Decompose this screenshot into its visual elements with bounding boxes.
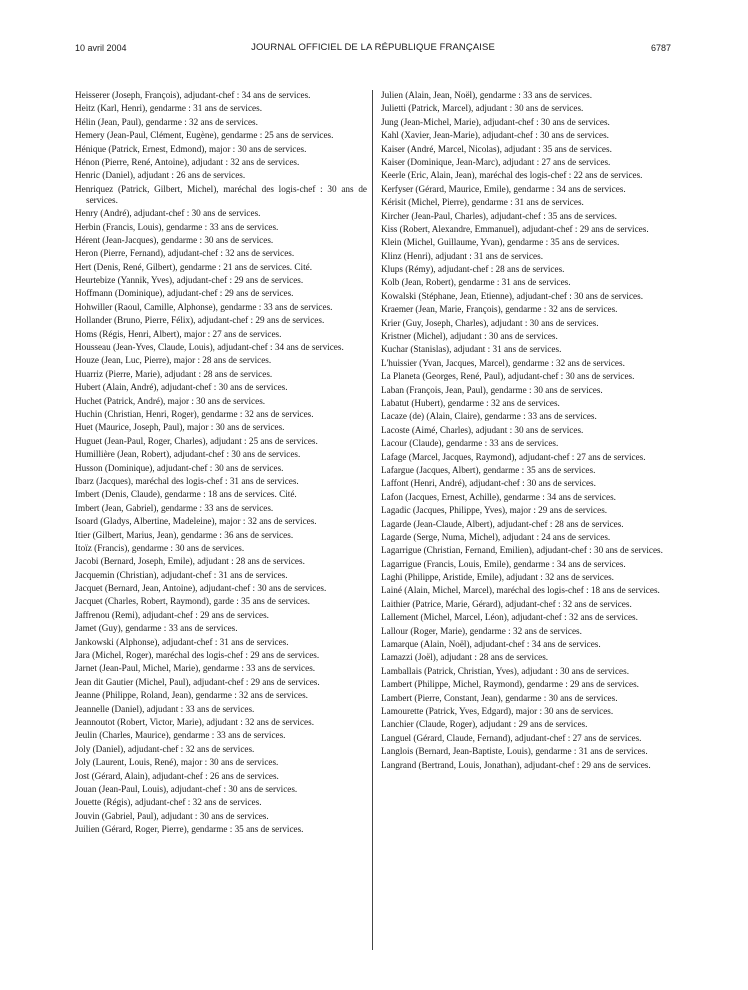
list-item: Ibarz (Jacques), maréchal des logis-chef : 31 ans de services. bbox=[75, 475, 299, 486]
list-item: Heitz (Karl, Henri), gendarme : 31 ans de services. bbox=[75, 103, 262, 114]
list-item: Jarnet (Jean-Paul, Michel, Marie), gendarme : 33 ans de services. bbox=[75, 663, 316, 674]
list-item: Huguet (Jean-Paul, Roger, Charles), adjudant : 25 ans de services. bbox=[75, 435, 318, 446]
list-item: Joly (Laurent, Louis, René), major : 30 ans de services. bbox=[75, 757, 279, 768]
page-number: 6787 bbox=[650, 43, 671, 53]
list-item: Henric (Daniel), adjudant : 26 ans de services. bbox=[75, 170, 246, 181]
list-item: Heron (Pierre, Fernand), adjudant-chef : 32 ans de services. bbox=[75, 248, 295, 259]
list-item: Homs (Régis, Henri, Albert), major : 27 ans de services. bbox=[75, 328, 282, 339]
list-item: Hubert (Alain, André), adjudant-chef : 30 ans de services. bbox=[75, 382, 288, 393]
list-item: Kaiser (Dominique, Jean-Marc), adjudant : 27 ans de services. bbox=[381, 156, 611, 167]
list-item: Huarriz (Pierre, Marie), adjudant : 28 ans de services. bbox=[75, 368, 273, 379]
list-item: Hénique (Patrick, Ernest, Edmond), major : 30 ans de services. bbox=[75, 143, 307, 154]
right-column bbox=[381, 90, 671, 773]
list-item: Lamballais (Patrick, Christian, Yves), adjudant : 30 ans de services. bbox=[381, 665, 630, 676]
list-item: Hert (Denis, René, Gilbert), gendarme : 21 ans de services. Cité. bbox=[75, 261, 313, 272]
list-item: Lamarque (Alain, Noël), adjudant-chef : 34 ans de services. bbox=[381, 639, 601, 650]
list-item: Languel (Gérard, Claude, Fernand), adjudant-chef : 27 ans de services. bbox=[381, 732, 642, 743]
list-item: Klein (Michel, Guillaume, Yvan), gendarme : 35 ans de services. bbox=[381, 237, 620, 248]
list-item: Hénon (Pierre, René, Antoine), adjudant : 32 ans de services. bbox=[75, 156, 300, 167]
list-item: Henriquez (Patrick, Gilbert, Michel), maréchal des logis-chef : 30 ans de services. bbox=[75, 183, 367, 205]
list-item: Jacobi (Bernard, Joseph, Emile), adjudant : 28 ans de services. bbox=[75, 556, 305, 567]
list-item: Kowalski (Stéphane, Jean, Etienne), adjudant-chef : 30 ans de services. bbox=[381, 290, 644, 301]
list-item: Hollander (Bruno, Pierre, Félix), adjudant-chef : 29 ans de services. bbox=[75, 315, 325, 326]
list-item: Isoard (Gladys, Albertine, Madeleine), major : 32 ans de services. bbox=[75, 516, 317, 527]
list-item: Laghi (Philippe, Aristide, Emile), adjudant : 32 ans de services. bbox=[381, 572, 614, 583]
list-item: Lagarde (Jean-Claude, Albert), adjudant-chef : 28 ans de services. bbox=[381, 518, 624, 529]
list-item: Lagarrigue (Francis, Louis, Emile), gendarme : 34 ans de services. bbox=[381, 558, 626, 569]
list-item: Lallement (Michel, Marcel, Léon), adjudant-chef : 32 ans de services. bbox=[381, 612, 638, 623]
list-item: Krier (Guy, Joseph, Charles), adjudant : 30 ans de services. bbox=[381, 317, 599, 328]
list-item: Kraemer (Jean, Marie, François), gendarme : 32 ans de services. bbox=[381, 304, 618, 315]
list-item: Lacour (Claude), gendarme : 33 ans de services. bbox=[381, 438, 559, 449]
list-item: Jacquet (Charles, Robert, Raymond), garde : 35 ans de services. bbox=[75, 596, 310, 607]
list-item: Hemery (Jean-Paul, Clément, Eugène), gendarme : 25 ans de services. bbox=[75, 130, 334, 141]
list-item: Lagarde (Serge, Numa, Michel), adjudant : 24 ans de services. bbox=[381, 531, 611, 542]
list-item: Imbert (Jean, Gabriel), gendarme : 33 ans de services. bbox=[75, 502, 274, 513]
list-item: Lafargue (Jacques, Albert), gendarme : 35 ans de services. bbox=[381, 464, 596, 475]
list-item: Lamazzi (Joël), adjudant : 28 ans de services. bbox=[381, 652, 549, 663]
list-item: Lagarrigue (Christian, Fernand, Emilien), adjudant-chef : 30 ans de services. bbox=[381, 545, 663, 556]
list-item: Laffont (Henri, André), adjudant-chef : 30 ans de services. bbox=[381, 478, 596, 489]
list-item: Lafage (Marcel, Jacques, Raymond), adjudant-chef : 27 ans de services. bbox=[381, 451, 646, 462]
list-item: Hérent (Jean-Jacques), gendarme : 30 ans de services. bbox=[75, 234, 274, 245]
list-item: Kolb (Jean, Robert), gendarme : 31 ans de services. bbox=[381, 277, 571, 288]
list-item: Jouan (Jean-Paul, Louis), adjudant-chef : 30 ans de services. bbox=[75, 783, 298, 794]
list-item: Lacaze (de) (Alain, Claire), gendarme : 33 ans de services. bbox=[381, 411, 597, 422]
list-item: Itoïz (Francis), gendarme : 30 ans de services. bbox=[75, 542, 245, 553]
list-item: La Planeta (Georges, René, Paul), adjudant-chef : 30 ans de services. bbox=[381, 371, 635, 382]
list-item: Jouette (Régis), adjudant-chef : 32 ans de services. bbox=[75, 797, 262, 808]
list-item: Lafon (Jacques, Ernest, Achille), gendarme : 34 ans de services. bbox=[381, 491, 616, 502]
list-item: Humillière (Jean, Robert), adjudant-chef : 30 ans de services. bbox=[75, 449, 301, 460]
list-item: Henry (André), adjudant-chef : 30 ans de services. bbox=[75, 208, 261, 219]
list-item: Jouvin (Gabriel, Paul), adjudant : 30 ans de services. bbox=[75, 810, 269, 821]
list-item: Keerle (Eric, Alain, Jean), maréchal des logis-chef : 22 ans de services. bbox=[381, 170, 643, 181]
list-item: Lanchier (Claude, Roger), adjudant : 29 ans de services. bbox=[381, 719, 588, 730]
list-item: Klups (Rémy), adjudant-chef : 28 ans de services. bbox=[381, 264, 565, 275]
list-item: Jankowski (Alphonse), adjudant-chef : 31 ans de services. bbox=[75, 636, 289, 647]
list-item: Lacoste (Aimé, Charles), adjudant : 30 ans de services. bbox=[381, 424, 584, 435]
page-header bbox=[75, 40, 671, 56]
list-item: Huet (Maurice, Joseph, Paul), major : 30 ans de services. bbox=[75, 422, 285, 433]
list-item: Jeanne (Philippe, Roland, Jean), gendarme : 32 ans de services. bbox=[75, 690, 308, 701]
list-item: L'huissier (Yvan, Jacques, Marcel), gendarme : 32 ans de services. bbox=[381, 357, 625, 368]
list-item: Housseau (Jean-Yves, Claude, Louis), adjudant-chef : 34 ans de services. bbox=[75, 342, 344, 353]
column-divider bbox=[372, 90, 373, 950]
list-item: Juilien (Gérard, Roger, Pierre), gendarme : 35 ans de services. bbox=[75, 824, 304, 835]
list-item: Kaiser (André, Marcel, Nicolas), adjudant : 35 ans de services. bbox=[381, 143, 612, 154]
list-item: Jara (Michel, Roger), maréchal des logis-chef : 29 ans de services. bbox=[75, 650, 320, 661]
list-item: Langrand (Bertrand, Louis, Jonathan), adjudant-chef : 29 ans de services. bbox=[381, 759, 651, 770]
list-item: Langlois (Bernard, Jean-Baptiste, Louis), gendarme : 31 ans de services. bbox=[381, 746, 648, 757]
list-item: Kérisit (Michel, Pierre), gendarme : 31 ans de services. bbox=[381, 197, 584, 208]
list-item: Hoffmann (Dominique), adjudant-chef : 29 ans de services. bbox=[75, 288, 294, 299]
list-item: Kiss (Robert, Alexandre, Emmanuel), adjudant-chef : 29 ans de services. bbox=[381, 223, 649, 234]
list-item: Kristner (Michel), adjudant : 30 ans de services. bbox=[381, 331, 558, 342]
list-item: Jean dit Gautier (Michel, Paul), adjudant-chef : 29 ans de services. bbox=[75, 676, 320, 687]
list-item: Jeannoutot (Robert, Victor, Marie), adjudant : 32 ans de services. bbox=[75, 716, 314, 727]
list-item: Kerfyser (Gérard, Maurice, Emile), gendarme : 34 ans de services. bbox=[381, 183, 626, 194]
list-item: Husson (Dominique), adjudant-chef : 30 ans de services. bbox=[75, 462, 284, 473]
list-item: Jamet (Guy), gendarme : 33 ans de services. bbox=[75, 623, 238, 634]
list-item: Julien (Alain, Jean, Noël), gendarme : 33 ans de services. bbox=[381, 90, 592, 100]
list-item: Julietti (Patrick, Marcel), adjudant : 30 ans de services. bbox=[381, 103, 584, 114]
list-item: Lamourette (Patrick, Yves, Edgard), major : 30 ans de services. bbox=[381, 705, 614, 716]
list-item: Huchin (Christian, Henri, Roger), gendarme : 32 ans de services. bbox=[75, 408, 314, 419]
list-item: Heisserer (Joseph, François), adjudant-chef : 34 ans de services. bbox=[75, 90, 311, 100]
list-item: Jeulin (Charles, Maurice), gendarme : 33 ans de services. bbox=[75, 730, 286, 741]
list-item: Lainé (Alain, Michel, Marcel), maréchal des logis-chef : 18 ans de services. bbox=[381, 585, 660, 596]
header-date: 10 avril 2004 bbox=[75, 43, 127, 53]
list-item: Jaffrenou (Remi), adjudant-chef : 29 ans de services. bbox=[75, 609, 269, 620]
list-item: Jeannelle (Daniel), adjudant : 33 ans de services. bbox=[75, 703, 255, 714]
list-item: Laban (François, Jean, Paul), gendarme : 30 ans de services. bbox=[381, 384, 603, 395]
list-item: Laithier (Patrice, Marie, Gérard), adjudant-chef : 32 ans de services. bbox=[381, 598, 632, 609]
list-item: Jost (Gérard, Alain), adjudant-chef : 26 ans de services. bbox=[75, 770, 279, 781]
list-item: Labatut (Hubert), gendarme : 32 ans de services. bbox=[381, 397, 560, 408]
list-item: Kircher (Jean-Paul, Charles), adjudant-chef : 35 ans de services. bbox=[381, 210, 617, 221]
list-item: Jacquet (Bernard, Jean, Antoine), adjudant-chef : 30 ans de services. bbox=[75, 583, 327, 594]
list-item: Houze (Jean, Luc, Pierre), major : 28 ans de services. bbox=[75, 355, 272, 366]
list-item: Itier (Gilbert, Marius, Jean), gendarme : 36 ans de services. bbox=[75, 529, 294, 540]
journal-title: JOURNAL OFFICIEL DE LA RÉPUBLIQUE FRANÇAISE bbox=[251, 42, 495, 53]
list-item: Herbin (Francis, Louis), gendarme : 33 ans de services. bbox=[75, 221, 279, 232]
list-item: Jacquemin (Christian), adjudant-chef : 31 ans de services. bbox=[75, 569, 288, 580]
list-item: Lambert (Philippe, Michel, Raymond), gendarme : 29 ans de services. bbox=[381, 679, 639, 690]
list-item: Jung (Jean-Michel, Marie), adjudant-chef : 30 ans de services. bbox=[381, 116, 610, 127]
list-item: Heurtebize (Yannik, Yves), adjudant-chef : 29 ans de services. bbox=[75, 275, 304, 286]
list-item: Lallour (Roger, Marie), gendarme : 32 ans de services. bbox=[381, 625, 582, 636]
list-item: Lagadic (Jacques, Philippe, Yves), major : 29 ans de services. bbox=[381, 505, 608, 516]
list-item: Kuchar (Stanislas), adjudant : 31 ans de services. bbox=[381, 344, 562, 355]
list-item: Klinz (Henri), adjudant : 31 ans de services. bbox=[381, 250, 544, 261]
list-item: Hélin (Jean, Paul), gendarme : 32 ans de services. bbox=[75, 116, 258, 127]
list-item: Joly (Daniel), adjudant-chef : 32 ans de services. bbox=[75, 743, 255, 754]
list-item: Kahl (Xavier, Jean-Marie), adjudant-chef : 30 ans de services. bbox=[381, 130, 609, 141]
list-item: Imbert (Denis, Claude), gendarme : 18 ans de services. Cité. bbox=[75, 489, 297, 500]
list-item: Hohwiller (Raoul, Camille, Alphonse), gendarme : 33 ans de services. bbox=[75, 301, 333, 312]
left-column bbox=[75, 90, 367, 837]
list-item: Lambert (Pierre, Constant, Jean), gendarme : 30 ans de services. bbox=[381, 692, 618, 703]
list-item: Huchet (Patrick, André), major : 30 ans de services. bbox=[75, 395, 266, 406]
